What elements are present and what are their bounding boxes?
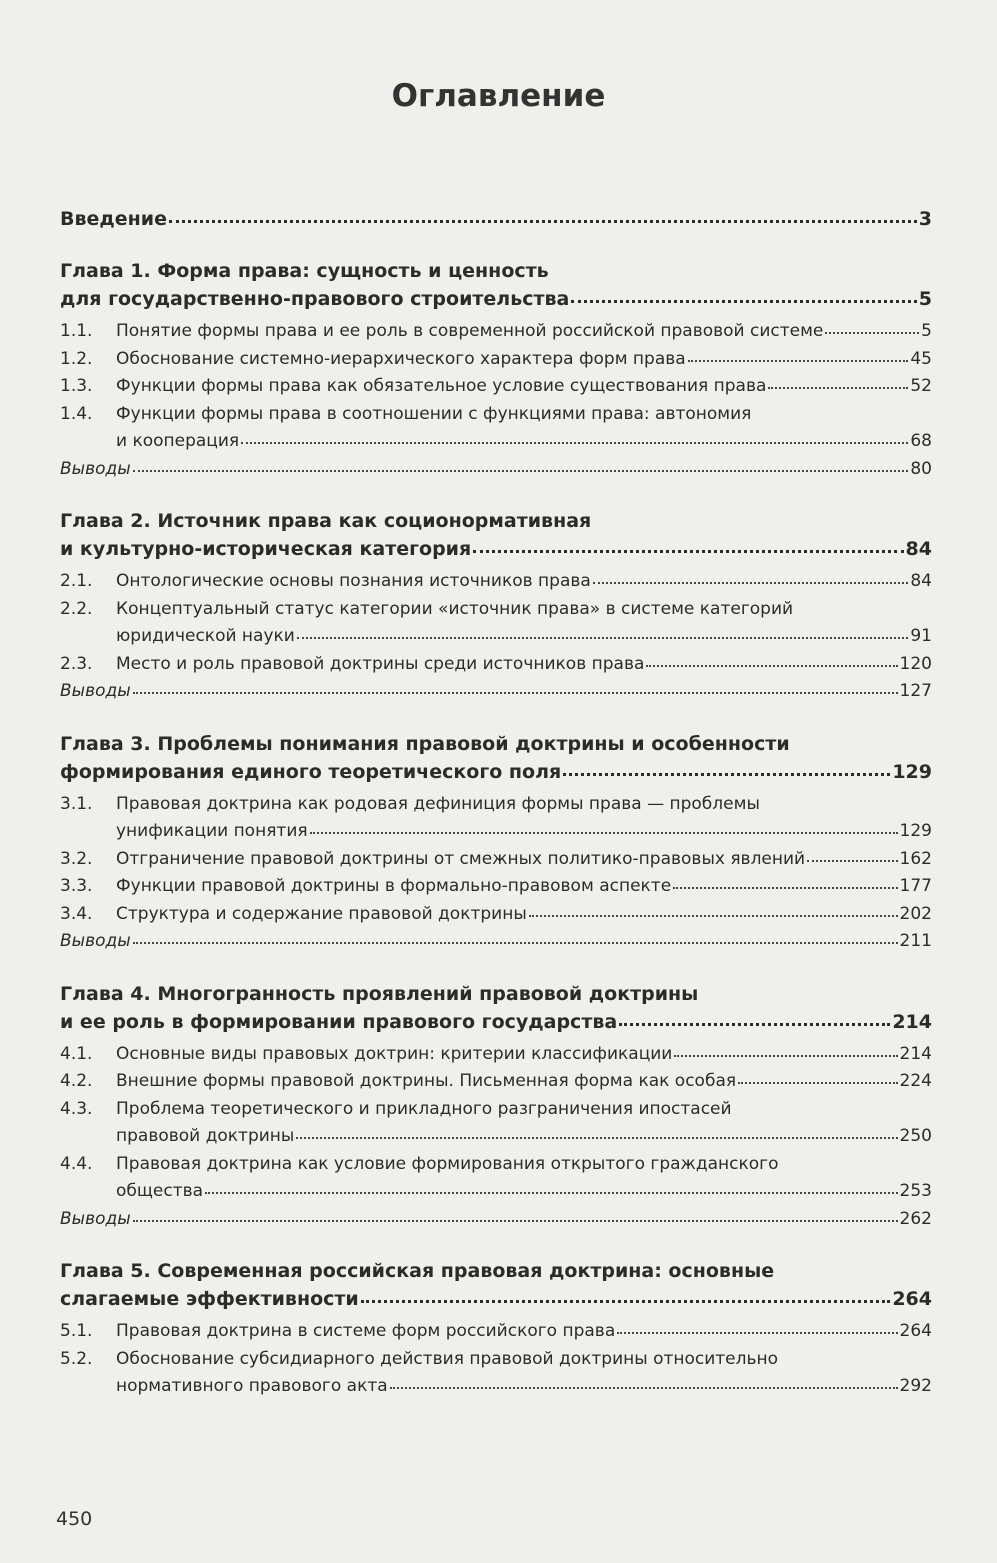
conclusion-page: 211: [899, 931, 932, 951]
section-title-line: юридической науки: [116, 626, 295, 646]
section-title-row: [116, 346, 932, 374]
section-title-line: Функции формы права как обязательное условие существования права: [116, 376, 767, 396]
section-page: 84: [910, 571, 932, 591]
toc-section: [60, 401, 932, 456]
chapter-title-row: [60, 1285, 932, 1313]
section-page: 120: [899, 653, 932, 674]
toc-section: [60, 1068, 932, 1096]
section-body: [116, 846, 932, 874]
section-number: 3.2.: [60, 848, 93, 869]
chapter-sections: [60, 568, 932, 706]
chapter-title-line: Глава 4. Многогранность проявлений правовой доктрины: [60, 982, 699, 1005]
toc-section: [60, 1318, 932, 1346]
section-body: [116, 1041, 932, 1069]
section-page: 68: [910, 431, 932, 451]
section-page: 214: [899, 1043, 932, 1064]
section-title-row: [116, 623, 932, 651]
section-page: 177: [899, 876, 932, 896]
section-body: [116, 401, 932, 456]
dot-leader: [361, 1299, 891, 1303]
dot-leader: [738, 1081, 897, 1084]
section-body: [116, 568, 932, 596]
dot-leader: [241, 441, 908, 444]
dot-leader: [593, 581, 909, 584]
chapter-sections: [60, 1318, 932, 1401]
dot-leader: [646, 664, 897, 667]
chapter-title-line: Глава 5. Современная российская правовая доктрина: основные: [60, 1260, 775, 1282]
chapter-page: 129: [892, 760, 932, 783]
section-number: 1.2.: [60, 348, 93, 369]
chapter-list: [60, 257, 932, 1401]
chapter-sections: [60, 1041, 932, 1234]
section-page: 224: [899, 1071, 932, 1091]
chapter-sections: [60, 318, 932, 483]
chapter-sections: [60, 791, 932, 956]
chapter-title-line: и ее роль в формировании правового государства: [60, 1010, 618, 1033]
section-title-line: Внешние формы правовой доктрины. Письменная форма как особая: [116, 1071, 737, 1091]
section-title-line: и кооперация: [116, 431, 240, 451]
dot-leader: [296, 1136, 897, 1139]
section-title-line: Правовая доктрина как родовая дефиниция формы права — проблемы: [116, 793, 760, 814]
toc-chapter: [60, 507, 932, 706]
section-number: 1.1.: [60, 321, 93, 341]
chapter-title-row: [60, 1008, 932, 1036]
section-title-row: [116, 373, 932, 401]
section-number: 5.1.: [60, 1321, 93, 1341]
chapter-title-line: и культурно-историческая категория: [60, 538, 472, 560]
chapter-page: 264: [892, 1288, 932, 1310]
section-body: [116, 651, 932, 679]
section-number: 2.1.: [60, 571, 93, 591]
toc-intro: [60, 205, 932, 233]
dot-leader: [768, 386, 908, 389]
section-page: 162: [899, 848, 932, 869]
section-number: 1.3.: [60, 376, 93, 396]
toc-section: [60, 846, 932, 874]
page-number: 450: [56, 1508, 93, 1530]
chapter-title-row: [60, 758, 932, 786]
chapter-page: 214: [892, 1010, 932, 1033]
section-title-row: [116, 1041, 932, 1069]
chapter-title-row: [60, 535, 932, 563]
dot-leader: [133, 469, 909, 472]
section-body: [116, 596, 932, 651]
dot-leader: [133, 691, 898, 694]
toc-conclusion: [60, 456, 932, 484]
section-body: [116, 1068, 932, 1096]
section-title-line: унификации понятия: [116, 821, 308, 841]
section-body: [116, 318, 932, 346]
dot-leader: [807, 859, 897, 862]
conclusion-text: Выводы: [60, 1208, 131, 1229]
section-number: 4.2.: [60, 1071, 93, 1091]
toc-section: [60, 373, 932, 401]
section-number: 3.3.: [60, 876, 93, 896]
toc-section: [60, 651, 932, 679]
section-number: 3.4.: [60, 903, 93, 924]
section-number: 1.4.: [60, 403, 93, 424]
dot-leader: [673, 886, 897, 889]
chapter-title-line: слагаемые эффективности: [60, 1288, 359, 1310]
toc-intro-page: 3: [918, 208, 932, 230]
conclusion-page: 127: [899, 681, 932, 701]
section-title-line: Место и роль правовой доктрины среди источников права: [116, 653, 645, 674]
section-title-line: Проблема теоретического и прикладного разграничения ипостасей: [116, 1098, 732, 1119]
section-number: 4.3.: [60, 1098, 93, 1119]
dot-leader: [310, 831, 898, 834]
section-title-row: [116, 846, 932, 874]
section-title-line: Онтологические основы познания источников права: [116, 571, 591, 591]
dot-leader: [825, 331, 919, 334]
section-body: [116, 346, 932, 374]
section-page: 250: [899, 1126, 932, 1146]
section-title-line: общества: [116, 1181, 204, 1201]
toc-section: [60, 318, 932, 346]
dot-leader: [617, 1331, 897, 1334]
section-number: 5.2.: [60, 1348, 93, 1369]
section-body: [116, 1096, 932, 1151]
conclusion-page: 80: [910, 458, 932, 479]
page-title: Оглавление: [391, 78, 606, 114]
toc-section: [60, 1346, 932, 1401]
toc-chapter: [60, 1257, 932, 1401]
chapter-title-line: формирования единого теоретического поля: [60, 760, 562, 783]
section-body: [116, 1346, 932, 1401]
section-title-row: [116, 428, 932, 456]
section-title-row: [116, 568, 932, 596]
section-body: [116, 791, 932, 846]
dot-leader: [619, 1022, 890, 1026]
section-page: 45: [910, 348, 932, 369]
section-number: 4.1.: [60, 1043, 93, 1064]
table-of-contents: [60, 205, 932, 1401]
chapter-title-line: Глава 3. Проблемы понимания правовой доктрины и особенности: [60, 732, 790, 755]
section-title-row: [116, 901, 932, 929]
toc-conclusion: [60, 678, 932, 706]
toc-conclusion: [60, 928, 932, 956]
section-body: [116, 901, 932, 929]
dot-leader: [688, 359, 909, 362]
section-body: [116, 373, 932, 401]
chapter-title-line: Глава 1. Форма права: сущность и ценность: [60, 260, 549, 282]
section-title-line: Основные виды правовых доктрин: критерии классификации: [116, 1043, 673, 1064]
conclusion-text: Выводы: [60, 681, 131, 701]
chapter-title-line: Глава 2. Источник права как соционормативная: [60, 510, 592, 532]
section-title-row: [116, 1068, 932, 1096]
section-page: 5: [921, 321, 932, 341]
toc-section: [60, 1041, 932, 1069]
dot-leader: [563, 772, 890, 776]
section-title-line: Обоснование субсидиарного действия правовой доктрины относительно: [116, 1348, 779, 1369]
chapter-page: 5: [918, 288, 932, 310]
toc-section: [60, 1096, 932, 1151]
toc-chapter: [60, 257, 932, 483]
conclusion-text: Выводы: [60, 458, 131, 479]
section-title-row: [116, 651, 932, 679]
chapter-title-row: [60, 285, 932, 313]
section-title-row: [116, 1178, 932, 1206]
dot-leader: [571, 299, 916, 303]
section-title-line: Правовая доктрина в системе форм российского права: [116, 1321, 616, 1341]
toc-intro-text: Введение: [60, 208, 167, 230]
chapter-title-line: для государственно-правового строительства: [60, 288, 570, 310]
dot-leader: [297, 636, 909, 639]
chapter-page: 84: [905, 538, 932, 560]
section-title-line: Отграничение правовой доктрины от смежных политико-правовых явлений: [116, 848, 806, 869]
section-number: 2.3.: [60, 653, 93, 674]
section-title-line: правовой доктрины: [116, 1126, 295, 1146]
section-number: 2.2.: [60, 598, 93, 619]
section-title-row: [116, 1318, 932, 1346]
section-title-line: Функции правовой доктрины в формально-правовом аспекте: [116, 876, 672, 896]
toc-section: [60, 596, 932, 651]
section-page: 129: [899, 821, 932, 841]
section-page: 52: [910, 376, 932, 396]
section-body: [116, 1318, 932, 1346]
section-page: 253: [899, 1181, 932, 1201]
section-title-row: [116, 1123, 932, 1151]
section-body: [116, 873, 932, 901]
section-number: 3.1.: [60, 793, 93, 814]
toc-section: [60, 568, 932, 596]
section-page: 292: [899, 1376, 932, 1396]
section-title-row: [116, 818, 932, 846]
dot-leader: [473, 549, 903, 553]
dot-leader: [205, 1191, 898, 1194]
conclusion-text: Выводы: [60, 931, 131, 951]
conclusion-page: 262: [899, 1208, 932, 1229]
toc-chapter: [60, 730, 932, 956]
dot-leader: [529, 914, 898, 917]
dot-leader: [133, 941, 898, 944]
section-title-line: Функции формы права в соотношении с функциями права: автономия: [116, 403, 752, 424]
dot-leader: [169, 219, 917, 223]
section-body: [116, 1151, 932, 1206]
section-page: 91: [910, 626, 932, 646]
section-number: 4.4.: [60, 1153, 93, 1174]
toc-section: [60, 901, 932, 929]
dot-leader: [390, 1386, 898, 1389]
section-title-line: Обоснование системно-иерархического характера форм права: [116, 348, 686, 369]
dot-leader: [674, 1054, 897, 1057]
section-page: 264: [899, 1321, 932, 1341]
dot-leader: [133, 1219, 898, 1222]
toc-conclusion: [60, 1206, 932, 1234]
toc-chapter: [60, 980, 932, 1234]
section-title-row: [116, 318, 932, 346]
toc-section: [60, 873, 932, 901]
toc-section: [60, 346, 932, 374]
section-title-line: Структура и содержание правовой доктрины: [116, 903, 527, 924]
toc-section: [60, 791, 932, 846]
section-page: 202: [899, 903, 932, 924]
section-title-line: Концептуальный статус категории «источник права» в системе категорий: [116, 598, 794, 619]
section-title-line: Понятие формы права и ее роль в современной российской правовой системе: [116, 321, 824, 341]
section-title-line: Правовая доктрина как условие формирования открытого гражданского: [116, 1153, 779, 1174]
section-title-row: [116, 873, 932, 901]
section-title-line: нормативного правового акта: [116, 1376, 388, 1396]
section-title-row: [116, 1373, 932, 1401]
toc-section: [60, 1151, 932, 1206]
